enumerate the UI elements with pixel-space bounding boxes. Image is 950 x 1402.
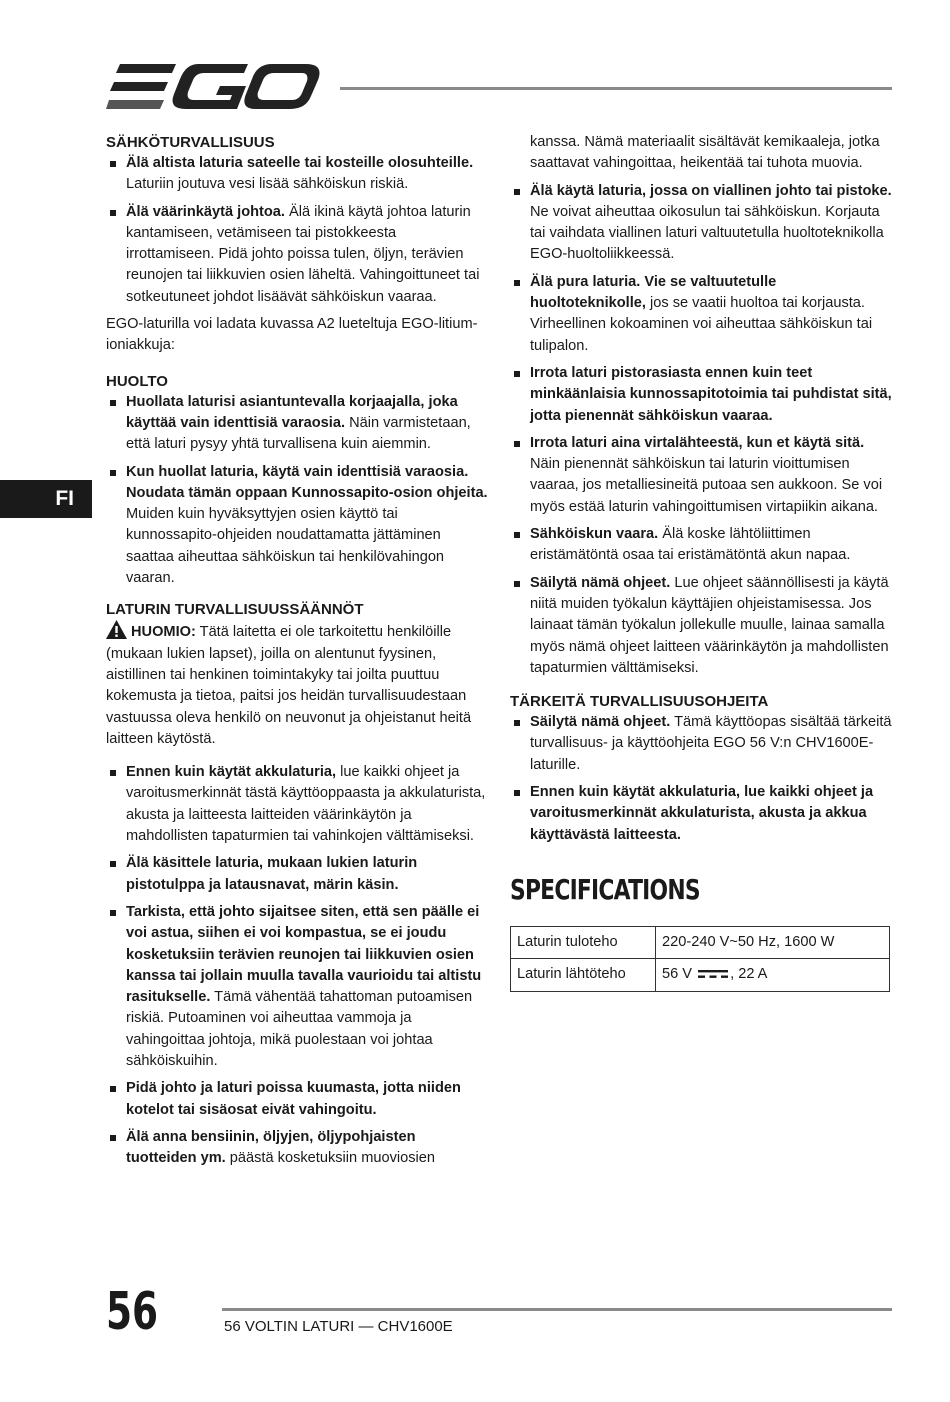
warning-triangle-icon: [106, 620, 127, 639]
list-item: Säilytä nämä ohjeet. Lue ohjeet säännöllisesti ja käytä niitä muiden työkalun käyttäjien ohjeistamisessa. Jos lainaat tämän työkalun jollekulle muulle, lainaa samalla myös nämä ohjeet laitteen väärinkäytön ja mahdollisten tapaturmien välttämiseksi.: [510, 573, 894, 679]
list-item: Pidä johto ja laturi poissa kuumasta, jotta niiden kotelot tai sisäosat eivät vahingoitu.: [106, 1078, 488, 1121]
list-item: Irrota laturi pistorasiasta ennen kuin teet minkäänlaisia kunnossapitotoimia tai puhdistat sitä, jotta pienennät sähköiskun vaaraa.: [510, 363, 894, 427]
right-column: [510, 132, 894, 992]
header-rule: [340, 87, 892, 90]
heading-service: HUOLTO: [106, 372, 168, 390]
footer-rule: [222, 1308, 892, 1311]
charger-list: [106, 762, 488, 1169]
heading-electrical-safety: SÄHKÖTURVALLISUUS: [106, 134, 275, 151]
language-tab: FI: [0, 480, 92, 518]
spec-key: Laturin lähtöteho: [511, 959, 656, 991]
list-item: Älä väärinkäytä johtoa. Älä ikinä käytä johtoa laturin kantamiseen, vetämiseen tai pistokkeesta irrottamiseen. Pidä johto poissa tulen, öljyn, terävien reunojen tai liikkuvien osien läheltä. Vahingoittuneet tai sotkeutuneet johdot lisäävät sähköiskun vaaraa.: [106, 202, 488, 308]
list-item: Ennen kuin käytät akkulaturia, lue kaikki ohjeet ja varoitusmerkinnät tästä käyttöoppaasta ja akkulaturista, akusta ja laitteesta laitteiden väärinkäytön ja mahdollisten tapaturmien tai vahinkojen välttämiseksi.: [106, 762, 488, 847]
heading-important-safety: TÄRKEITÄ TURVALLISUUSOHJEITA: [510, 693, 769, 711]
list-item: Kun huollat laturia, käytä vain identtisiä varaosia. Noudata tämän oppaan Kunnossapito-osion ohjeita. Muiden kuin hyväksyttyjen osien käyttö tai kunnossapito-ohjeiden noudattamatta jättäminen saattaa aiheuttaa sähköiskun tai henkilövahingon vaaran.: [106, 462, 488, 590]
important-list: [510, 712, 894, 846]
spec-value: 56 V , 22 A: [656, 959, 890, 991]
service-list: [106, 392, 488, 590]
warning-paragraph: [106, 620, 488, 750]
specifications-title: SPECIFICATIONS: [510, 872, 700, 906]
list-item: Älä anna bensiinin, öljyjen, öljypohjaisten tuotteiden ym. päästä kosketuksiin muoviosien: [106, 1127, 488, 1170]
ego-logo: [106, 62, 320, 112]
list-item: Sähköiskun vaara. Älä koske lähtöliittimen eristämätöntä osaa tai eristämätöntä akun napaa.: [510, 524, 894, 567]
safety-list: [106, 153, 488, 308]
ego-battery-note: EGO-laturilla voi ladata kuvassa A2 lueteltuja EGO-litium-ioniakkuja:: [106, 316, 478, 354]
list-item: Säilytä nämä ohjeet. Tämä käyttöopas sisältää tärkeitä turvallisuus- ja käyttöohjeita EGO 56 V:n CHV1600E-laturille.: [510, 712, 894, 776]
list-item: Ennen kuin käytät akkulaturia, lue kaikki ohjeet ja varoitusmerkinnät akkulaturista, akusta ja akkua käyttävästä laitteesta.: [510, 782, 894, 846]
direct-current-icon: [698, 969, 728, 979]
list-item: Huollata laturisi asiantuntevalla korjaajalla, joka käyttää vain identtisiä varaosia. Näin varmistetaan, että laturi pysyy yhtä turvallisena kuin aiemmin.: [106, 392, 488, 456]
continuation-text: kanssa. Nämä materiaalit sisältävät kemikaaleja, jotka saattavat vahingoittaa, heikentää tai tuhota muovia.: [530, 134, 880, 172]
table-row: [511, 926, 890, 958]
spec-key: Laturin tuloteho: [511, 926, 656, 958]
page-number: 56: [106, 1282, 159, 1342]
heading-charger-safety: LATURIN TURVALLISUUSSÄÄNNÖT: [106, 601, 364, 619]
warning-label: HUOMIO:: [131, 624, 196, 641]
spec-value: 220-240 V~50 Hz, 1600 W: [656, 926, 890, 958]
table-row: [511, 959, 890, 991]
list-item: Älä käsittele laturia, mukaan lukien laturin pistotulppa ja latausnavat, märin käsin.: [106, 853, 488, 896]
list-item: Älä altista laturia sateelle tai kosteille olosuhteille. Laturiin joutuva vesi lisää sähköiskun riskiä.: [106, 153, 488, 196]
left-column: [106, 132, 488, 1175]
list-item: Tarkista, että johto sijaitsee siten, että sen päälle ei voi astua, siihen ei voi kompastua, se ei joudu kosketuksiin terävien reunojen tai liikkuvien osien kanssa tai jollain muulla tavalla vaurioidu tai altistu rasitukselle. Tämä vähentää tahattoman putoamisen riskiä. Putoaminen voi aiheuttaa vammoja ja vahingoittaa johtoja, mikä puolestaan voi johtaa sähköiskuihin.: [106, 902, 488, 1072]
list-item: Älä pura laturia. Vie se valtuutetulle huoltoteknikolle, jos se vaatii huoltoa tai korjausta. Virheellinen kokoaminen voi aiheuttaa sähköiskun tai tulipalon.: [510, 272, 894, 357]
charger-list-continued: [510, 181, 894, 680]
footer-title: 56 VOLTIN LATURI — CHV1600E: [224, 1318, 453, 1335]
warning-text: Tätä laitetta ei ole tarkoitettu henkilöille (mukaan lukien lapset), joilla on alentunut fyysinen, aistillinen tai henkinen toimintakyky tai joilta puuttuu kokemusta ja tietoa, paitsi jos heidän turvallisuudestaan vastuussa oleva henkilö on neuvonut ja ohjeistanut heitä laitteen käytöstä.: [106, 624, 472, 747]
specifications-table: [510, 926, 890, 992]
list-item: Älä käytä laturia, jossa on viallinen johto tai pistoke. Ne voivat aiheuttaa oikosulun tai sähköiskun. Korjauta tai vaihdata viallinen laturi valtuutetulla huoltoteknikolla EGO-huoltoliikkeessä.: [510, 181, 894, 266]
list-item: Irrota laturi aina virtalähteestä, kun et käytä sitä. Näin pienennät sähköiskun tai laturin vioittumisen vaaraa, jos metalliesineitä putoaa sen aukkoon. Se voi myös estää laturin vahingoittumisen virtapiikin aikana.: [510, 433, 894, 518]
